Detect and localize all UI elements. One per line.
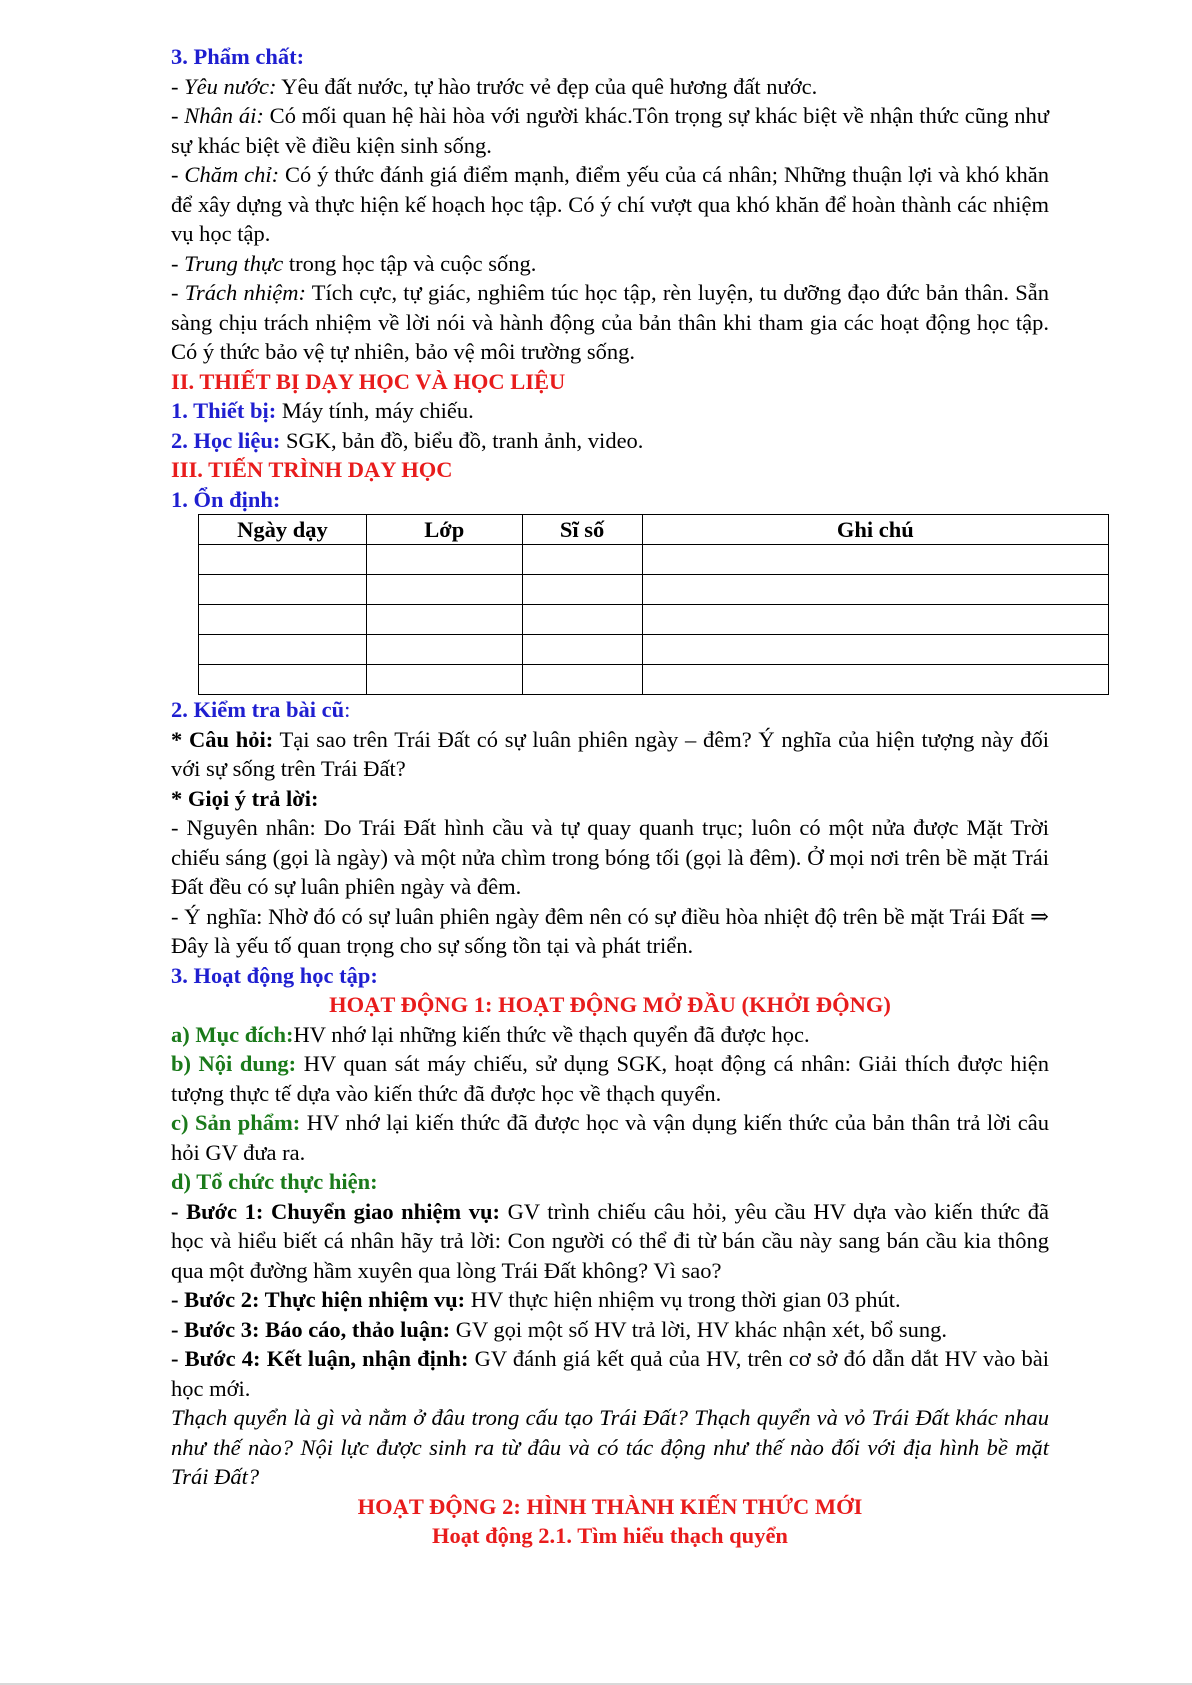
paragraph-hoc-lieu: [171, 426, 1049, 456]
subheading-hoat-dong-hoc-tap: 3. Hoạt động học tập:: [171, 962, 378, 988]
label-buoc-3: - Bước 3: Báo cáo, thảo luận:: [171, 1316, 451, 1342]
label-goi-y: [171, 784, 1049, 814]
paragraph-y-nghia: - Ý nghĩa: Nhờ đó có sự luân phiên ngày đêm nên có sự điều hòa nhiệt độ trên bề mặt Trái Đất ⇒ Đây là yếu tố quan trọng cho sự sống tồn tại và phát triển.: [171, 903, 1049, 958]
paragraph-nguyen-nhan: - Nguyên nhân: Do Trái Đất hình cầu và tự quay quanh trục; luôn có một nửa được Mặt Trời chiếu sáng (gọi là ngày) và một nửa chìm trong bóng tối (gọi là đêm). Ở mọi nơi trên bề mặt Trái Đất đều có sự luân phiên ngày và đêm.: [171, 815, 1049, 899]
text-buoc-1: GV trình chiếu câu hỏi, yêu cầu HV dựa vào kiến thức đã học và hiểu biết cá nhân hãy trả lời: Con người có thể đi từ bán cầu này sang bán cầu kia thông qua một đường hầm xuyên qua lòng Trái Đất không? Vì sao?: [171, 1198, 1049, 1283]
activity1-title: HOẠT ĐỘNG 1: HOẠT ĐỘNG MỞ ĐẦU (KHỞI ĐỘNG): [329, 992, 891, 1017]
label-kiem-tra: 2. Kiểm tra bài cũ: [171, 697, 345, 722]
table-cell[interactable]: [642, 665, 1108, 695]
table-cell[interactable]: [199, 635, 367, 665]
label-cham-chi: - Chăm chỉ:: [171, 162, 280, 187]
text-trach-nhiem: Tích cực, tự giác, nghiêm túc học tập, rèn luyện, tu dưỡng đạo đức bản thân. Sẵn sàng chịu trách nhiệm về lời nói và hành động của bản thân khi tham gia các hoạt động học tập. Có ý thức bảo vệ tự nhiên, bảo vệ môi trường sống.: [171, 280, 1049, 364]
table-cell[interactable]: [366, 605, 522, 635]
paragraph-trach-nhiem: [171, 278, 1049, 367]
prefix-trung-thuc: -: [171, 250, 185, 276]
table-cell[interactable]: [522, 605, 642, 635]
table-cell[interactable]: [199, 545, 367, 575]
subheading-on-dinh: 1. Ổn định:: [171, 486, 281, 512]
table-header-ghi-chu: Ghi chú: [642, 515, 1108, 545]
label-goi-y-text: * Giọi ý trả lời:: [171, 785, 319, 811]
table-row: [199, 545, 1109, 575]
text-muc-dich: HV nhớ lại những kiến thức về thạch quyển đã được học.: [293, 1021, 810, 1047]
table-cell[interactable]: [366, 575, 522, 605]
label-to-chuc: d) Tổ chức thực hiện:: [171, 1169, 378, 1194]
label-buoc-1: - Bước 1: Chuyển giao nhiệm vụ:: [171, 1198, 501, 1224]
label-nhan-ai: - Nhân ái:: [171, 103, 264, 128]
table-row: [199, 665, 1109, 695]
table-header-row: [199, 515, 1109, 545]
text-san-pham: HV nhớ lại kiến thức đã được học và vận dụng kiến thức của bản thân trả lời câu hỏi GV đưa ra.: [171, 1110, 1049, 1165]
table-cell[interactable]: [199, 575, 367, 605]
table-row: [199, 575, 1109, 605]
colon-kiem-tra: :: [344, 697, 351, 722]
text-noi-dung: HV quan sát máy chiếu, sử dụng SGK, hoạt động cá nhân: Giải thích được hiện tượng thực tế dựa vào kiến thức đã được học về thạch quyển.: [171, 1051, 1049, 1106]
paragraph-buoc-1: [171, 1197, 1049, 1286]
attendance-table: [198, 514, 1109, 695]
activity2-title: HOẠT ĐỘNG 2: HÌNH THÀNH KIẾN THỨC MỚI: [357, 1493, 863, 1519]
paragraph-buoc-3: [171, 1315, 1049, 1345]
text-intro-questions: Thạch quyển là gì và nằm ở đâu trong cấu tạo Trái Đất? Thạch quyển và vỏ Trái Đất khác nhau như thế nào? Nội lực được sinh ra từ đâu và có tác động như thế nào đối với địa hình bề mặt Trái Đất?: [171, 1405, 1049, 1489]
table-cell[interactable]: [642, 575, 1108, 605]
label-yeu-nuoc: - Yêu nước:: [171, 73, 277, 99]
paragraph-muc-dich: [171, 1020, 1049, 1050]
table-header-lop: Lớp: [366, 515, 522, 545]
table-cell[interactable]: [522, 575, 642, 605]
paragraph-thiet-bi: [171, 396, 1049, 426]
paragraph-san-pham: [171, 1108, 1049, 1167]
label-noi-dung: b) Nội dung:: [171, 1051, 297, 1076]
subheading-kiem-tra: [171, 695, 1049, 725]
table-row: [199, 635, 1109, 665]
text-buoc-2: HV thực hiện nhiệm vụ trong thời gian 03 phút.: [465, 1287, 901, 1312]
table-cell[interactable]: [522, 545, 642, 575]
table-cell[interactable]: [199, 605, 367, 635]
text-cham-chi: Có ý thức đánh giá điểm mạnh, điểm yếu của cá nhân; Những thuận lợi và khó khăn để xây dựng và thực hiện kế hoạch học tập. Có ý chí vượt qua khó khăn để hoàn thành các nhiệm vụ học tập.: [171, 162, 1049, 246]
text-nhan-ai: Có mối quan hệ hài hòa với người khác.Tôn trọng sự khác biệt về nhận thức cũng như sự khác biệt về điều kiện sinh sống.: [171, 103, 1049, 158]
paragraph-intro-questions: [171, 1403, 1049, 1492]
label-trach-nhiem: - Trách nhiệm:: [171, 280, 306, 305]
section-heading-pham-chat: 3. Phẩm chất:: [171, 44, 305, 69]
label-hoc-lieu: 2. Học liệu:: [171, 427, 281, 453]
table-cell[interactable]: [522, 635, 642, 665]
activity2-subtitle: Hoạt động 2.1. Tìm hiểu thạch quyển: [432, 1523, 788, 1548]
document-page: [171, 42, 1049, 1551]
text-hoc-lieu: SGK, bản đồ, biểu đồ, tranh ảnh, video.: [280, 427, 644, 453]
paragraph-trung-thuc: [171, 249, 1049, 279]
label-buoc-2: - Bước 2: Thực hiện nhiệm vụ:: [171, 1287, 466, 1312]
paragraph-cau-hoi: [171, 725, 1049, 784]
paragraph-nhan-ai: [171, 101, 1049, 160]
paragraph-noi-dung: [171, 1049, 1049, 1108]
table-cell[interactable]: [366, 635, 522, 665]
section-heading-tien-trinh: III. TIẾN TRÌNH DẠY HỌC: [171, 457, 453, 482]
table-cell[interactable]: [642, 545, 1108, 575]
paragraph-yeu-nuoc: [171, 72, 1049, 102]
label-buoc-4: - Bước 4: Kết luận, nhận định:: [171, 1346, 469, 1371]
table-header-si-so: Sĩ số: [522, 515, 642, 545]
table-cell[interactable]: [522, 665, 642, 695]
label-thiet-bi: 1. Thiết bị:: [171, 398, 277, 423]
label-san-pham: c) Sản phẩm:: [171, 1110, 301, 1135]
paragraph-cham-chi: [171, 160, 1049, 249]
text-cau-hoi: Tại sao trên Trái Đất có sự luân phiên ngày – đêm? Ý nghĩa của hiện tượng này đối với sự sống trên Trái Đất?: [171, 726, 1049, 781]
text-trung-thuc: trong học tập và cuộc sống.: [283, 250, 537, 276]
table-row: [199, 605, 1109, 635]
label-trung-thuc: Trung thực: [184, 250, 284, 276]
text-buoc-4: GV đánh giá kết quả của HV, trên cơ sở đó dẫn dắt HV vào bài học mới.: [171, 1346, 1049, 1401]
paragraph-buoc-4: [171, 1344, 1049, 1403]
table-cell[interactable]: [199, 665, 367, 695]
text-yeu-nuoc: Yêu đất nước, tự hào trước vẻ đẹp của quê hương đất nước.: [276, 73, 818, 99]
table-cell[interactable]: [642, 605, 1108, 635]
table-cell[interactable]: [366, 545, 522, 575]
text-buoc-3: GV gọi một số HV trả lời, HV khác nhận xét, bổ sung.: [450, 1316, 947, 1342]
table-header-ngay-day: Ngày dạy: [199, 515, 367, 545]
table-cell[interactable]: [642, 635, 1108, 665]
table-cell[interactable]: [366, 665, 522, 695]
label-cau-hoi: * Câu hỏi:: [171, 726, 274, 752]
text-thiet-bi: Máy tính, máy chiếu.: [276, 398, 474, 423]
label-muc-dich: a) Mục đích:: [171, 1021, 294, 1047]
paragraph-buoc-2: [171, 1285, 1049, 1315]
section-heading-thiet-bi: II. THIẾT BỊ DẠY HỌC VÀ HỌC LIỆU: [171, 368, 566, 394]
